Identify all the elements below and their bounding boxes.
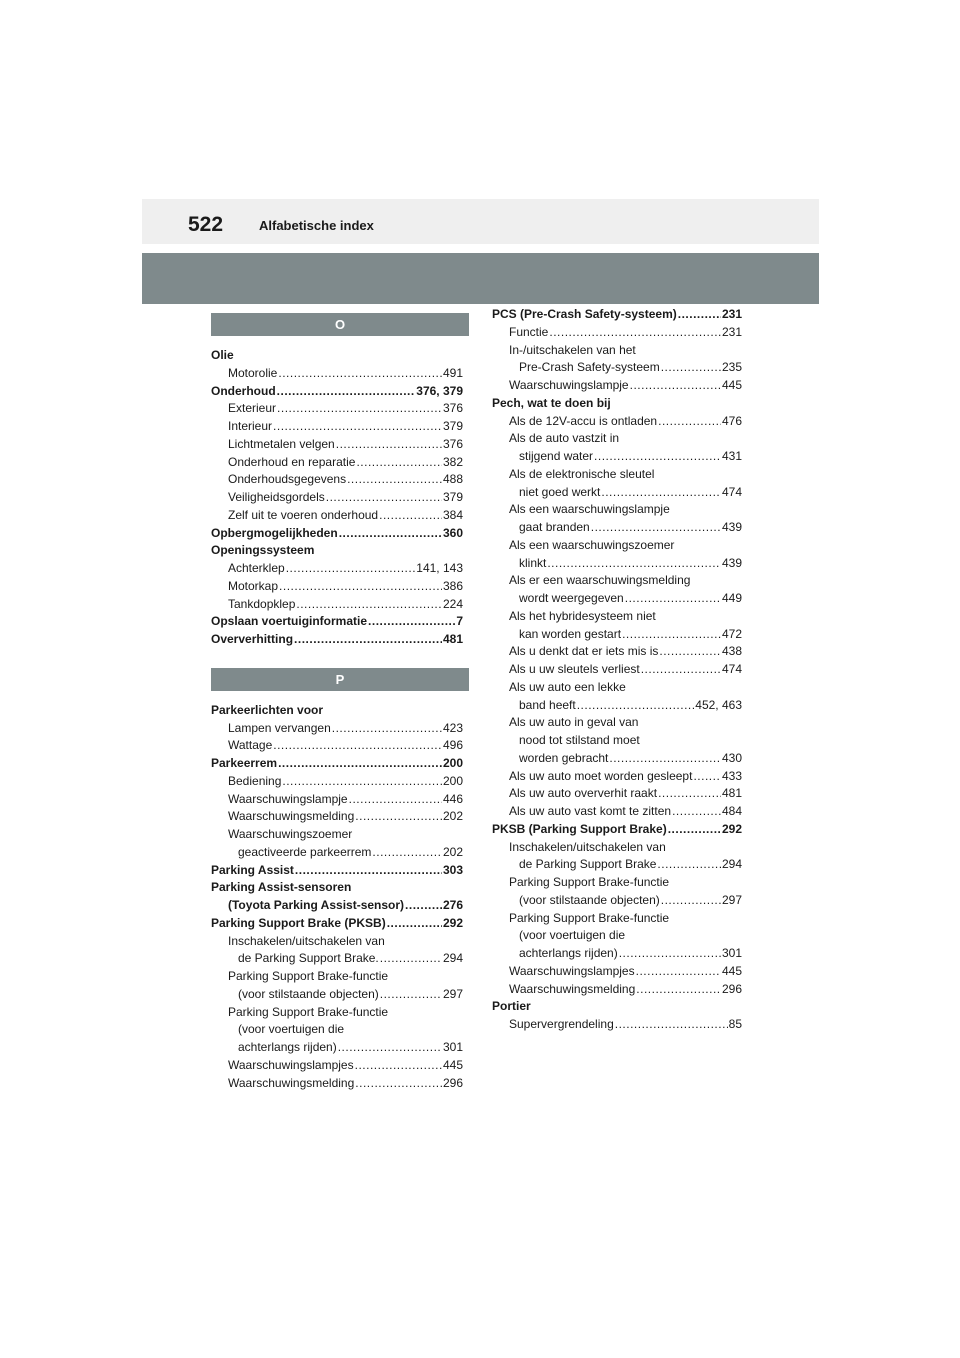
index-entry xyxy=(492,342,742,360)
index-entry-text: Onderhoudsgegevens xyxy=(228,472,347,487)
index-entry-text: PCS (Pre-Crash Safety-systeem) xyxy=(492,307,677,321)
dot-leader xyxy=(659,643,721,661)
index-entry xyxy=(492,732,742,750)
dot-leader xyxy=(657,856,721,874)
dot-leader xyxy=(630,377,721,395)
index-entry-text: Waarschuwingslampjes xyxy=(509,963,635,978)
index-entry xyxy=(492,821,742,839)
index-list-p-continued xyxy=(492,306,742,1034)
index-entry xyxy=(492,484,742,502)
index-entry-text: In-/uitschakelen van het xyxy=(509,342,636,357)
index-entry xyxy=(492,963,742,981)
dot-leader xyxy=(547,555,721,573)
index-entry xyxy=(211,915,463,933)
index-entry-text: Waarschuwingslampje xyxy=(228,791,348,806)
index-entry-page[interactable]: 488 xyxy=(442,472,463,487)
index-entry-text: Parking Support Brake-functie xyxy=(228,969,389,983)
dot-leader xyxy=(277,400,442,418)
index-entry-text: Wattage xyxy=(228,738,273,753)
dot-leader xyxy=(296,596,442,614)
index-entry-page[interactable]: 445 xyxy=(721,963,742,978)
page-number: 522 xyxy=(188,213,224,236)
index-entry xyxy=(211,950,463,968)
index-entry-text: Als een waarschuwingslampje xyxy=(509,502,670,517)
index-entry-page[interactable]: 376 xyxy=(442,401,463,416)
index-entry xyxy=(492,910,742,928)
index-entry-page[interactable]: 496 xyxy=(442,738,463,753)
index-entry xyxy=(211,578,463,596)
dot-leader xyxy=(379,507,442,525)
index-entry xyxy=(211,879,463,897)
index-entry-page[interactable]: 449 xyxy=(721,591,742,605)
index-entry xyxy=(211,897,463,915)
index-list-p xyxy=(211,702,463,1093)
index-column-right xyxy=(492,306,742,1034)
index-entry xyxy=(492,643,742,661)
index-entry xyxy=(211,968,463,986)
dot-leader xyxy=(273,418,442,436)
index-entry xyxy=(492,324,742,342)
index-entry-text: Waarschuwingsmelding xyxy=(509,981,636,996)
index-entry-text: Parking Assist xyxy=(211,862,294,877)
index-entry xyxy=(492,839,742,857)
index-entry-text: (Toyota Parking Assist-sensor) xyxy=(228,898,405,912)
page-header-band xyxy=(142,199,819,244)
dot-leader xyxy=(658,413,721,431)
index-entry-page[interactable]: 376 xyxy=(442,436,463,451)
index-entry-text: de Parking Support Brake. xyxy=(238,951,379,966)
index-entry-text: Parking Support Brake-functie xyxy=(509,910,670,925)
index-entry-text: Olie xyxy=(211,348,234,362)
index-entry-page[interactable]: 297 xyxy=(721,892,742,907)
section-letter-o: O xyxy=(211,313,469,336)
dot-leader xyxy=(636,981,721,999)
index-entry xyxy=(492,590,742,608)
index-entry-page[interactable]: 235 xyxy=(721,360,742,375)
index-entry-text: band heeft xyxy=(519,697,576,712)
dot-leader xyxy=(294,631,442,649)
index-entry-text: nood tot stilstand moet xyxy=(519,733,640,747)
index-entry-text: Parking Assist-sensoren xyxy=(211,880,352,895)
dot-leader xyxy=(273,737,442,755)
dot-leader xyxy=(355,1075,442,1093)
index-entry xyxy=(492,413,742,431)
index-entry-text: Als de 12V-accu is ontladen xyxy=(509,413,658,428)
index-entry-page[interactable]: 481 xyxy=(721,786,742,801)
index-entry xyxy=(492,359,742,377)
dot-leader xyxy=(372,844,442,862)
index-entry-page[interactable]: 85 xyxy=(728,1017,742,1031)
section-letter-p: P xyxy=(211,668,469,691)
index-entry-text: Motorolie xyxy=(228,365,278,380)
index-entry xyxy=(211,631,463,649)
index-entry xyxy=(492,856,742,874)
index-entry-page[interactable]: 474 xyxy=(721,662,742,676)
index-entry-text: Inschakelen/uitschakelen van xyxy=(228,933,385,948)
index-entry-page[interactable]: 200 xyxy=(442,773,463,788)
index-entry-page[interactable]: 294 xyxy=(442,951,463,966)
index-entry-page[interactable]: 452, 463 xyxy=(695,697,742,712)
index-entry xyxy=(211,560,463,578)
index-entry xyxy=(492,448,742,466)
index-entry-page[interactable]: 433 xyxy=(721,768,742,783)
index-entry-page[interactable]: 438 xyxy=(721,644,742,659)
index-entry-text: Onderhoud en reparatie xyxy=(228,454,356,469)
index-entry-text: Lichtmetalen velgen xyxy=(228,436,335,451)
index-entry xyxy=(492,768,742,786)
index-entry-text: achterlangs rijden) xyxy=(238,1040,337,1054)
index-column-left xyxy=(211,313,463,1092)
index-entry-page[interactable]: 423 xyxy=(442,720,463,735)
index-entry xyxy=(211,791,463,809)
index-entry-text: Opbergmogelijkheden xyxy=(211,525,338,540)
index-entry xyxy=(211,826,463,844)
dot-leader xyxy=(387,915,442,933)
dot-leader xyxy=(278,755,442,773)
index-entry xyxy=(492,697,742,715)
index-entry-text: klinkt xyxy=(519,555,547,570)
index-entry xyxy=(492,998,742,1016)
index-entry-text: Waarschuwingslampjes xyxy=(228,1057,354,1072)
index-entry xyxy=(211,1039,463,1057)
index-entry xyxy=(492,679,742,697)
dot-leader xyxy=(279,578,442,596)
index-entry xyxy=(492,927,742,945)
dot-leader xyxy=(295,862,442,880)
dot-leader xyxy=(338,1039,442,1057)
index-entry-text: Onderhoud xyxy=(211,383,276,398)
index-entry xyxy=(211,737,463,755)
index-entry-page[interactable]: 231 xyxy=(721,324,742,339)
dot-leader xyxy=(609,750,721,768)
dot-leader xyxy=(594,448,721,466)
index-entry-text: achterlangs rijden) xyxy=(519,946,618,960)
index-entry xyxy=(211,471,463,489)
index-entry xyxy=(211,454,463,472)
dot-leader xyxy=(380,986,442,1004)
index-entry-page[interactable]: 7 xyxy=(456,614,463,629)
dot-leader xyxy=(658,785,721,803)
index-entry xyxy=(492,537,742,555)
index-entry-text: Als u denkt dat er iets mis is xyxy=(509,644,659,659)
index-entry-text: Als uw auto oververhit raakt xyxy=(509,786,658,801)
index-entry xyxy=(211,365,463,383)
index-entry-text: Als uw auto een lekke xyxy=(509,679,626,694)
index-entry-page[interactable]: 472 xyxy=(721,626,742,641)
index-entry xyxy=(211,542,463,560)
dot-leader xyxy=(405,897,442,915)
index-entry-text: Parking Support Brake-functie xyxy=(228,1004,389,1019)
index-entry-page[interactable]: 296 xyxy=(721,981,742,996)
index-entry xyxy=(492,572,742,590)
index-entry-page[interactable]: 474 xyxy=(721,484,742,499)
dot-leader xyxy=(661,359,721,377)
index-entry-page[interactable]: 491 xyxy=(442,365,463,380)
index-entry-text: kan worden gestart xyxy=(519,626,622,641)
index-entry xyxy=(211,720,463,738)
dot-leader xyxy=(380,950,442,968)
index-entry xyxy=(492,608,742,626)
index-entry-text: (voor stilstaande objecten) xyxy=(238,986,379,1001)
index-entry xyxy=(211,596,463,614)
index-entry xyxy=(211,418,463,436)
index-entry-page[interactable]: 445 xyxy=(721,378,742,392)
running-title: Alfabetische index xyxy=(259,218,374,233)
index-entry-page[interactable]: 292 xyxy=(442,915,463,930)
index-entry xyxy=(211,489,463,507)
dot-leader xyxy=(286,560,416,578)
dot-leader xyxy=(615,1016,728,1034)
index-entry-text: Als de elektronische sleutel xyxy=(509,466,655,481)
index-entry-text: Openingssysteem xyxy=(211,543,315,558)
index-entry-text: Als de auto vastzit in xyxy=(509,431,620,446)
index-entry xyxy=(211,436,463,454)
index-entry-text: Interieur xyxy=(228,419,273,433)
dot-leader xyxy=(368,613,455,631)
index-entry-page[interactable]: 141, 143 xyxy=(416,561,463,575)
index-entry-text: Parkeerrem xyxy=(211,756,278,770)
index-entry-text: worden gebracht xyxy=(519,750,609,765)
index-entry-text: (voor voertuigen die xyxy=(238,1022,345,1037)
dot-leader xyxy=(636,963,721,981)
index-entry xyxy=(492,945,742,963)
index-entry-text: de Parking Support Brake xyxy=(519,857,657,872)
index-entry xyxy=(211,1075,463,1093)
dot-leader xyxy=(347,471,442,489)
dot-leader xyxy=(355,808,442,826)
index-entry-text: Als er een waarschuwingsmelding xyxy=(509,573,691,588)
index-entry-page[interactable]: 430 xyxy=(721,750,742,765)
dot-leader xyxy=(277,383,416,401)
index-entry xyxy=(211,525,463,543)
index-entry-text: Als uw auto in geval van xyxy=(509,715,639,730)
index-entry-text: Zelf uit te voeren onderhoud xyxy=(228,507,379,522)
dot-leader xyxy=(668,821,721,839)
dot-leader xyxy=(622,626,721,644)
dot-leader xyxy=(278,365,442,383)
index-list-o xyxy=(211,347,463,649)
dot-leader xyxy=(326,489,442,507)
index-entry xyxy=(211,808,463,826)
index-entry-page[interactable]: 384 xyxy=(442,507,463,522)
index-entry-page[interactable]: 484 xyxy=(721,804,742,818)
index-entry-page[interactable]: 439 xyxy=(721,555,742,570)
index-entry-page[interactable]: 445 xyxy=(442,1057,463,1072)
index-entry-text: niet goed werkt xyxy=(519,484,601,499)
index-entry-page[interactable]: 224 xyxy=(442,596,463,611)
index-entry-page[interactable]: 382 xyxy=(442,454,463,469)
index-entry-page[interactable]: 200 xyxy=(442,756,463,770)
index-entry-text: Pech, wat te doen bij xyxy=(492,395,611,410)
index-entry-text: Motorkap xyxy=(228,578,279,593)
index-entry xyxy=(492,626,742,644)
dot-leader xyxy=(356,454,442,472)
index-entry-page[interactable]: 360 xyxy=(442,525,463,540)
index-entry-text: Als uw auto moet worden gesleept xyxy=(509,768,693,783)
index-entry xyxy=(492,981,742,999)
index-entry-text: Als u uw sleutels verliest xyxy=(509,662,640,676)
index-entry xyxy=(492,874,742,892)
index-entry-text: Veiligheidsgordels xyxy=(228,490,325,504)
index-entry-page[interactable]: 386 xyxy=(442,578,463,593)
index-entry-text: Achterklep xyxy=(228,561,285,575)
index-entry-text: Waarschuwingsmelding xyxy=(228,1075,355,1090)
dot-leader xyxy=(619,945,721,963)
index-entry xyxy=(492,466,742,484)
index-entry-page[interactable]: 276 xyxy=(442,898,463,912)
index-entry xyxy=(211,613,463,631)
index-entry-text: Functie xyxy=(509,324,549,339)
index-entry-text: Waarschuwingszoemer xyxy=(228,827,353,841)
index-entry-page[interactable]: 231 xyxy=(721,307,742,321)
index-entry xyxy=(211,1021,463,1039)
index-entry-page[interactable]: 297 xyxy=(442,986,463,1001)
index-entry-text: Portier xyxy=(492,999,531,1014)
index-entry-text: Oververhitting xyxy=(211,632,294,646)
index-entry-page[interactable]: 202 xyxy=(442,844,463,859)
index-entry xyxy=(211,844,463,862)
index-entry xyxy=(492,555,742,573)
index-entry xyxy=(492,395,742,413)
dot-leader xyxy=(601,484,721,502)
index-entry-page[interactable]: 481 xyxy=(442,632,463,646)
dot-leader xyxy=(282,773,442,791)
index-entry-text: Waarschuwingsmelding xyxy=(228,809,355,824)
index-entry xyxy=(211,986,463,1004)
index-entry xyxy=(492,306,742,324)
index-entry xyxy=(492,803,742,821)
index-entry-page[interactable]: 376, 379 xyxy=(416,383,463,398)
dot-leader xyxy=(591,519,721,537)
index-entry xyxy=(211,773,463,791)
index-entry xyxy=(211,1004,463,1022)
index-entry xyxy=(211,933,463,951)
dot-leader xyxy=(678,306,721,324)
index-entry xyxy=(492,501,742,519)
index-entry-text: Bediening xyxy=(228,773,282,788)
index-entry xyxy=(492,1016,742,1034)
dot-leader xyxy=(661,892,721,910)
index-entry-text: Parkeerlichten voor xyxy=(211,702,324,717)
index-entry-page[interactable]: 439 xyxy=(721,520,742,534)
index-entry-text: Supervergrendeling xyxy=(509,1017,614,1031)
index-entry xyxy=(211,1057,463,1075)
index-entry-page[interactable]: 301 xyxy=(721,946,742,960)
index-entry xyxy=(211,702,463,720)
index-entry xyxy=(211,755,463,773)
dot-leader xyxy=(332,720,442,738)
index-entry-page[interactable]: 476 xyxy=(721,413,742,428)
dot-leader xyxy=(577,697,695,715)
index-entry-text: Parking Support Brake (PKSB) xyxy=(211,915,386,930)
index-entry-page[interactable]: 294 xyxy=(721,857,742,872)
index-entry xyxy=(211,507,463,525)
index-entry-text: Opslaan voertuiginformatie xyxy=(211,614,368,629)
index-entry-text: Tankdopklep xyxy=(228,596,296,611)
index-entry-text: Inschakelen/uitschakelen van xyxy=(509,839,666,854)
dot-leader xyxy=(641,661,721,679)
index-entry xyxy=(492,785,742,803)
index-entry xyxy=(492,430,742,448)
index-entry xyxy=(492,519,742,537)
index-entry-page[interactable]: 379 xyxy=(442,490,463,504)
dot-leader xyxy=(355,1057,442,1075)
index-entry xyxy=(211,347,463,365)
index-entry-text: Als een waarschuwingszoemer xyxy=(509,537,675,552)
index-entry xyxy=(492,714,742,732)
index-entry-text: Als uw auto vast komt te zitten xyxy=(509,804,672,818)
index-entry-page[interactable]: 301 xyxy=(442,1040,463,1054)
index-entry-page[interactable]: 431 xyxy=(721,449,742,463)
index-entry-text: (voor voertuigen die xyxy=(519,928,626,943)
dot-leader xyxy=(693,768,721,786)
dot-leader xyxy=(336,436,442,454)
index-entry-page[interactable]: 292 xyxy=(721,821,742,836)
index-entry-text: stijgend water xyxy=(519,449,594,463)
dot-leader xyxy=(549,324,721,342)
index-entry-text: Parking Support Brake-functie xyxy=(509,875,670,889)
index-entry-page[interactable]: 296 xyxy=(442,1075,463,1090)
index-entry xyxy=(211,400,463,418)
dot-leader xyxy=(625,590,721,608)
index-entry xyxy=(492,892,742,910)
index-entry-page[interactable]: 202 xyxy=(442,809,463,824)
index-entry xyxy=(492,750,742,768)
dot-leader xyxy=(339,525,442,543)
index-entry-text: Waarschuwingslampje xyxy=(509,378,629,392)
index-entry-text: Lampen vervangen xyxy=(228,720,331,735)
index-entry xyxy=(492,661,742,679)
index-entry-text: Pre-Crash Safety-systeem xyxy=(519,360,660,375)
index-entry-text: gaat branden xyxy=(519,520,590,534)
index-entry-page[interactable]: 446 xyxy=(442,791,463,806)
index-entry-text: Exterieur xyxy=(228,401,277,416)
index-entry-page[interactable]: 303 xyxy=(442,862,463,877)
dot-leader xyxy=(349,791,442,809)
dot-leader xyxy=(672,803,721,821)
index-entry-text: PKSB (Parking Support Brake) xyxy=(492,821,667,836)
index-entry-page[interactable]: 379 xyxy=(442,419,463,433)
index-entry-text: (voor stilstaande objecten) xyxy=(519,892,660,907)
index-entry xyxy=(211,383,463,401)
index-entry xyxy=(211,862,463,880)
index-entry-text: geactiveerde parkeerrem xyxy=(238,844,372,859)
index-entry-text: Als het hybridesysteem niet xyxy=(509,608,656,623)
chapter-band xyxy=(142,253,819,304)
index-entry-text: wordt weergegeven xyxy=(519,591,624,605)
index-entry xyxy=(492,377,742,395)
